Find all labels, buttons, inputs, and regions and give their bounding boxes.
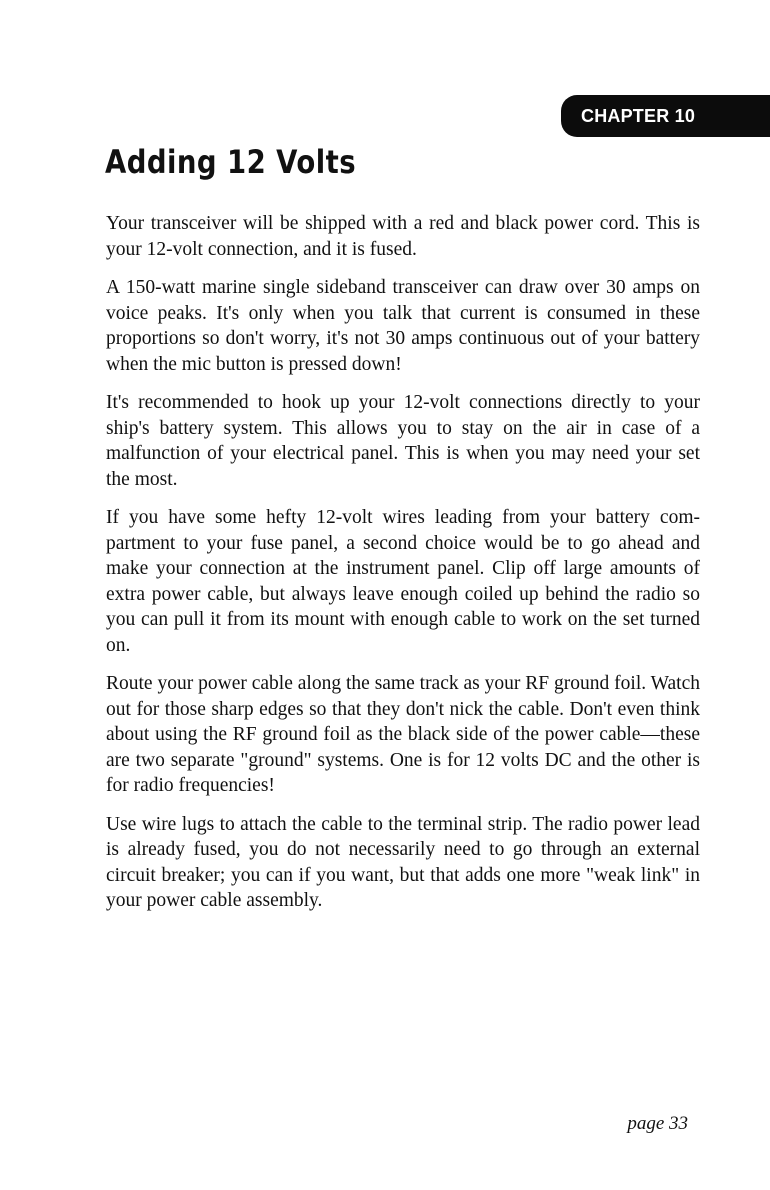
chapter-tab [561,95,770,137]
page-number: page 33 [627,1113,688,1134]
paragraph-3: It's recommended to hook up your 12-volt connections directly to your ship's battery system. This allows you to stay on the air in case of a malfunction of your electrical panel. This is when you may need your set the most. [106,392,700,490]
paragraph-2: A 150-watt marine single sideband transceiver can draw over 30 amps on voice peaks. It's only when you talk that current is consumed in these proportions so don't worry, it's not 30 amps continuous out of your battery when the mic button is pressed down! [106,277,700,375]
paragraph-5: Route your power cable along the same track as your RF ground foil. Watch out for those sharp edges so that they don't nick the cable. Don't even think about using the RF ground foil as the black side of the power cable—these are two separate "ground" systems. One is for 12 volts DC and the other is for radio frequencies! [106,673,700,796]
body-text [106,211,700,927]
paragraph-4: If you have some hefty 12-volt wires leading from your battery compartment to your fuse panel, a second choice would be to go ahead and make your connection at the instrument panel. Clip off large amounts of extra power cable, but always leave enough coiled up behind the radio so you can pull it from its mount with enough cable to work on the set turned on. [106,507,700,656]
chapter-label: CHAPTER 10 [581,105,696,126]
paragraph-1: Your transceiver will be shipped with a red and black power cord. This is your 12-volt connection, and it is fused. [106,213,700,260]
paragraph-6: Use wire lugs to attach the cable to the terminal strip. The radio power lead is already fused, you do not necessarily need to go through an external circuit breaker; you can if you want, but that adds one more "weak link" in your power cable assembly. [106,813,700,911]
page-title: Adding 12 Volts [105,143,356,181]
